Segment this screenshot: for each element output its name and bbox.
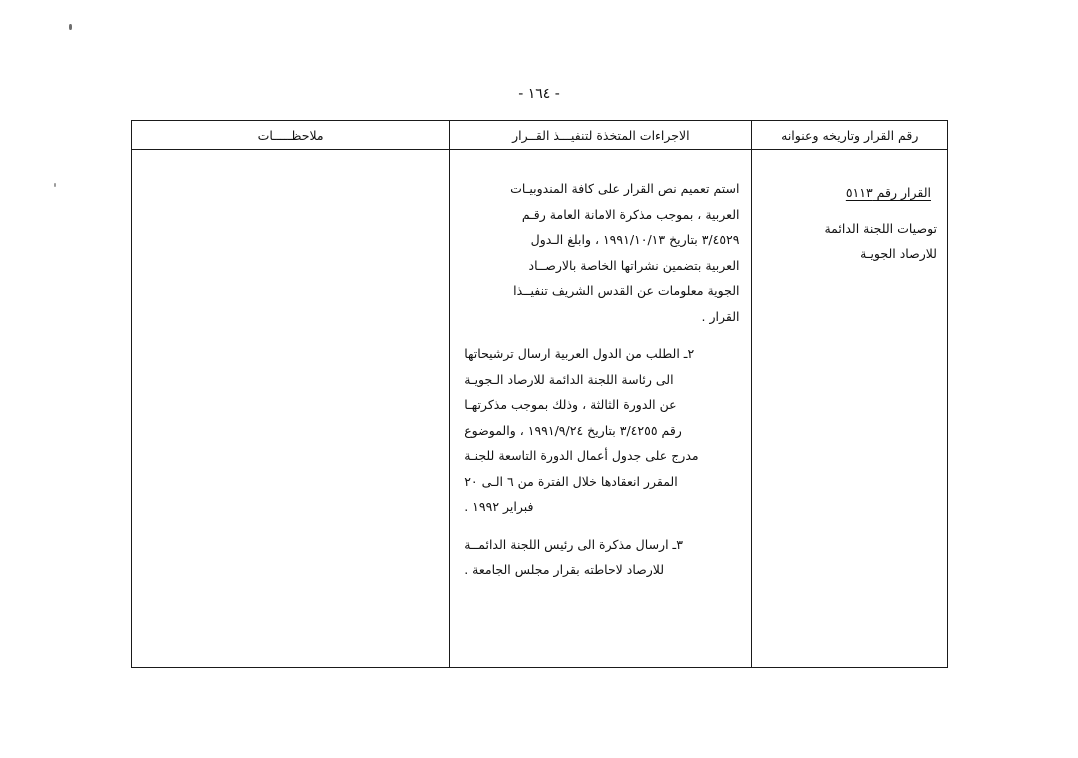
decision-subject	[762, 216, 937, 266]
decision-subject-line: للارصاد الجويـة	[860, 246, 937, 261]
decision-subject-line: توصيات اللجنة الدائمة	[824, 221, 937, 236]
decisions-table	[131, 120, 948, 668]
action-paragraph	[464, 341, 739, 520]
column-header-actions: الاجراءات المتخذة لتنفيـــذ القــرار	[450, 121, 751, 150]
action-item	[464, 341, 739, 520]
column-notes	[132, 121, 449, 667]
actions-cell	[450, 150, 751, 667]
action-paragraph	[464, 176, 739, 329]
action-line: عن الدورة الثالثة ، وذلك بموجب مذكرتهـا	[464, 397, 677, 412]
notes-cell	[132, 150, 449, 667]
action-line: مدرج على جدول أعمال الدورة التاسعة للجنـة	[464, 448, 699, 463]
decision-cell	[752, 150, 947, 667]
action-line: ٣/٤٥٢٩ بتاريخ ١٩٩١/١٠/١٣ ، وابلغ الـدول	[530, 232, 740, 247]
action-line: ٣ـ ارسال مذكرة الى رئيس اللجنة الدائمــة	[464, 536, 683, 552]
action-line: القرار .	[701, 308, 740, 324]
action-line: العربية بتضمين نشراتها الخاصة بالارصــاد	[528, 257, 740, 273]
action-line: رقم ٣/٤٢٥٥ بتاريخ ١٩٩١/٩/٢٤ ، والموضوع	[464, 422, 682, 438]
action-line: الجوية معلومات عن القدس الشريف تنفيــذا	[513, 283, 740, 298]
column-decision	[751, 121, 947, 667]
action-line: استم تعميم نص القرار على كافة المندوبيـات	[510, 181, 740, 196]
column-header-notes: ملاحظـــــات	[132, 121, 449, 150]
action-line: ٢ـ الطلب من الدول العربية ارسال ترشيحاتها	[464, 346, 695, 361]
action-line: فبراير ١٩٩٢ .	[464, 499, 534, 514]
column-actions	[449, 121, 751, 667]
scan-speck	[69, 24, 72, 30]
scan-speck	[54, 183, 56, 187]
action-line: للارصاد لاحاطته بقرار مجلس الجامعة .	[464, 562, 665, 577]
action-line: العربية ، بموجب مذكرة الامانة العامة رقـم	[521, 206, 740, 222]
action-item	[464, 176, 739, 329]
column-header-decision: رقم القرار وتاريخه وعنوانه	[752, 121, 947, 150]
action-line: المقرر انعقادها خلال الفترة من ٦ الـى ٢٠	[464, 473, 678, 489]
action-item	[464, 532, 739, 583]
decision-title: القرار رقم ٥١١٣	[845, 185, 931, 200]
action-paragraph	[464, 532, 739, 583]
action-line: الى رئاسة اللجنة الدائمة للارصاد الـجويـة	[464, 371, 674, 387]
page-number: - ١٦٤ -	[518, 86, 560, 102]
